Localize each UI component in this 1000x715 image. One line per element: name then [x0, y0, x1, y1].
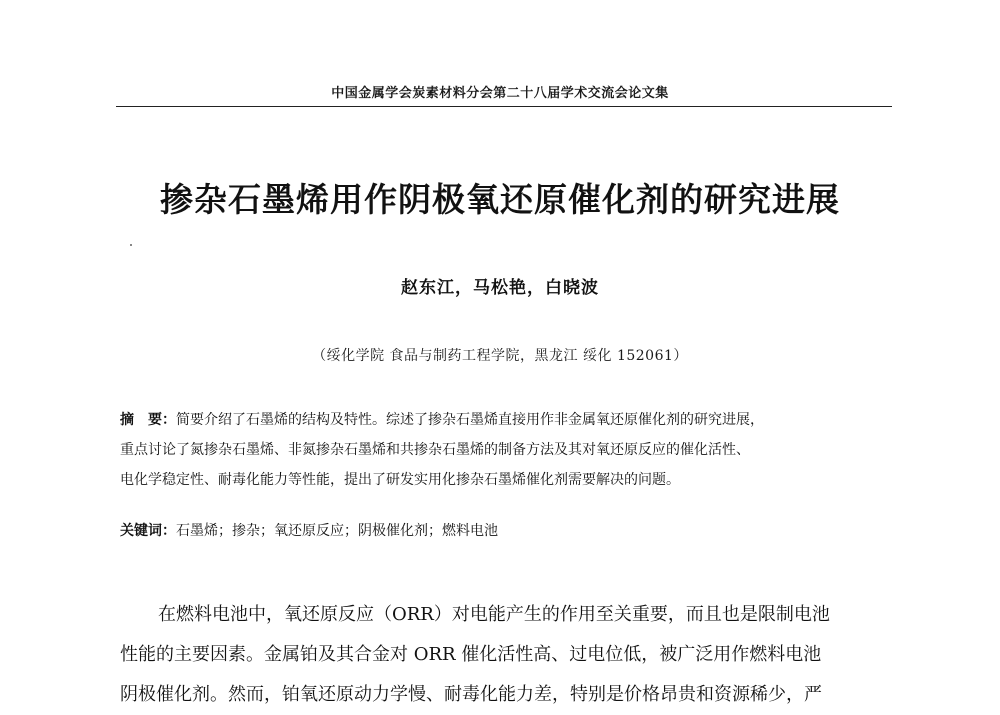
abstract-line-2: 重点讨论了氮掺杂石墨烯、非氮掺杂石墨烯和共掺杂石墨烯的制备方法及其对氧还原反应的催化活性、	[120, 442, 750, 458]
body-line-2: 性能的主要因素。金属铂及其合金对 ORR 催化活性高、过电位低，被广泛用作燃料电池	[120, 644, 822, 665]
abstract-text: 简要介绍了石墨烯的结构及特性。综述了掺杂石墨烯直接用作非金属氧还原催化剂的研究进展，	[176, 412, 764, 428]
keywords-label: 关键词：	[120, 523, 176, 539]
header-divider	[116, 106, 892, 107]
running-header: 中国金属学会炭素材料分会第二十八届学术交流会论文集	[331, 86, 669, 101]
paper-title: 掺杂石墨烯用作阴极氧还原催化剂的研究进展	[160, 180, 840, 219]
abstract-section	[120, 405, 890, 495]
body-line-1: 在燃料电池中，氧还原反应（ORR）对电能产生的作用至关重要，而且也是限制电池	[158, 604, 830, 625]
keywords-text: 石墨烯；掺杂；氧还原反应；阴极催化剂；燃料电池	[176, 523, 498, 539]
scan-speck	[130, 244, 132, 246]
body-paragraph	[120, 595, 892, 715]
abstract-line-3: 电化学稳定性、耐毒化能力等性能，提出了研发实用化掺杂石墨烯催化剂需要解决的问题。	[120, 472, 680, 488]
body-line-3: 阴极催化剂。然而，铂氧还原动力学慢、耐毒化能力差，特别是价格昂贵和资源稀少，严	[120, 684, 822, 705]
paper-authors: 赵东江，马松艳，白晓波	[401, 278, 599, 298]
abstract-line-1	[120, 405, 890, 435]
abstract-label: 摘 要：	[120, 412, 176, 428]
keywords-section	[120, 520, 890, 540]
paper-affiliation: （绥化学院 食品与制药工程学院，黑龙江 绥化 152061）	[312, 348, 688, 364]
